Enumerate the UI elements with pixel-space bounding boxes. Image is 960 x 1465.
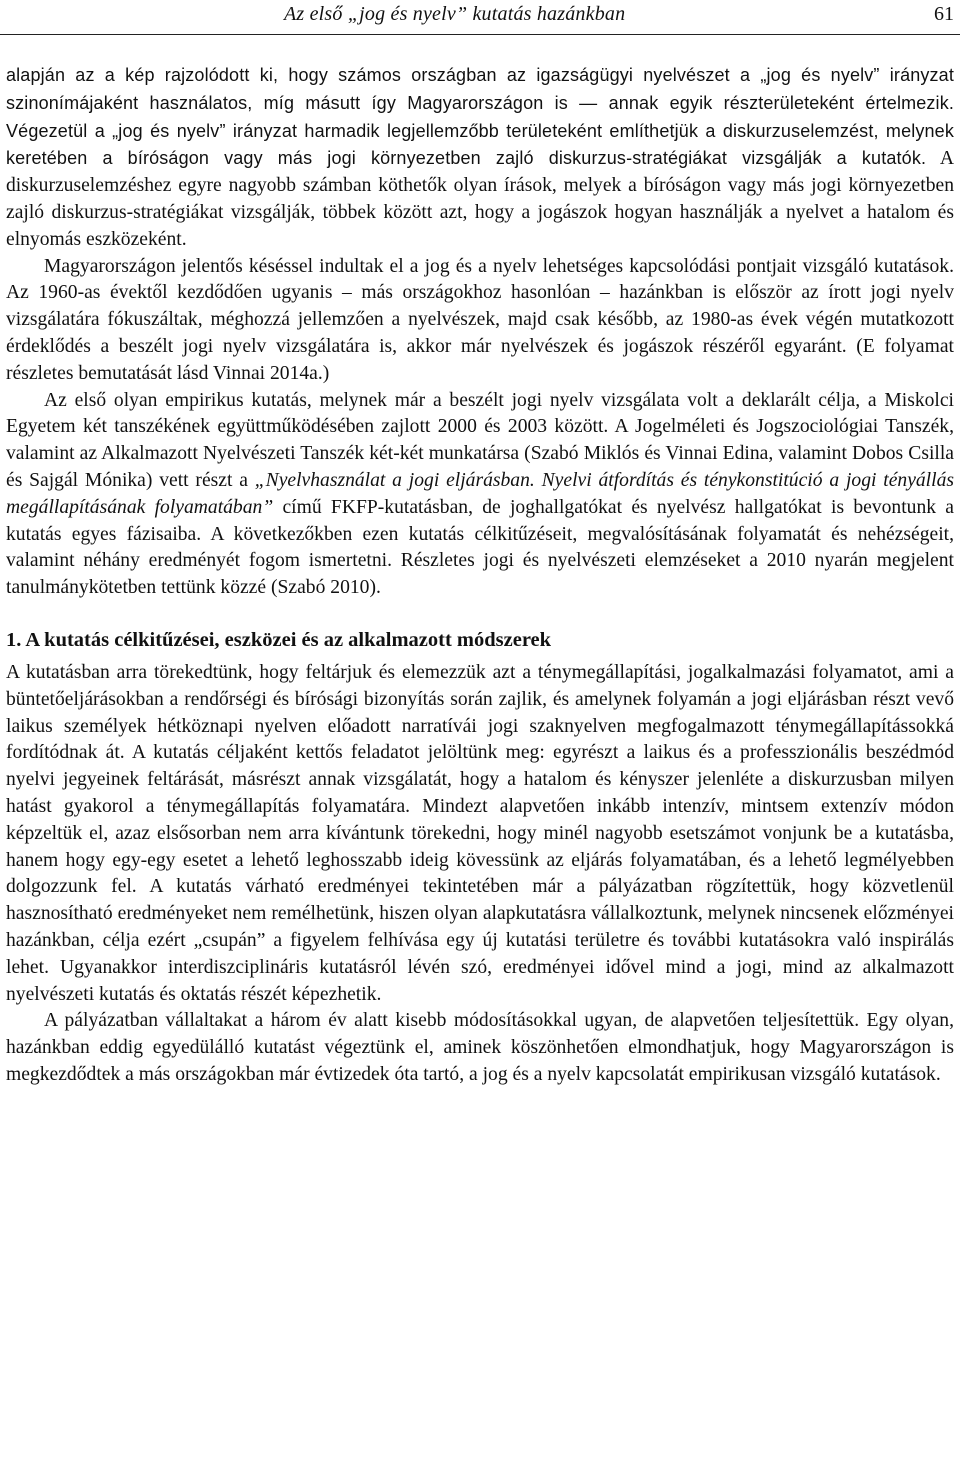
paragraph-intro (6, 62, 954, 254)
paragraph-intro-continuation: A diskurzuselemzéshez egyre nagyobb számban köthetők olyan írások, melyek a bíróságon vagy más jogi környezetben zajló diskurzus-stratégiákat vizsgálják, többek között azt, hogy a jogászok hogyan használják a nyelvet a hatalom és elnyomás eszközeként. (6, 148, 954, 250)
project-title-italic: „Nyelvhasználat a jogi eljárásban. Nyelvi átfordítás és ténykonstitúció a jogi tényállás megállapításának folyamatában” (6, 469, 954, 518)
paragraph-project (6, 388, 954, 602)
paragraph-history: Magyarországon jelentős késéssel indultak el a jog és a nyelv lehetséges kapcsolódási pontjait vizsgáló kutatások. Az 1960-as évektől kezdődően ugyanis – más országokhoz hasonlóan – hazánkban is először az írott jogi nyelv vizsgálatára fókuszáltak, méghozzá jellemzően a nyelvészek, majd csak később, az 1980-as évek végén mutatkozott érdeklődés a beszélt jogi nyelv vizsgálatára is, akkor már nyelvészek és jogászok részéről egyaránt. (E folyamat részletes bemutatását lásd Vinnai 2014a.) (6, 255, 954, 384)
section-heading: 1. A kutatás célkitűzései, eszközei és az alkalmazott módszerek (6, 628, 552, 651)
page-number: 61 (934, 3, 954, 25)
paragraph-intro-sans-text: alapján az a kép rajzolódott ki, hogy számos országban az igazságügyi nyelvészet a „jog és nyelv” irányzat szinonímájaként használatos, míg másutt így Magyarországon is — annak egyik részterületeként értelmezik. Végezetül a „jog és nyelv” irányzat harmadik legjellemzőbb területeként említhetjük a diskurzuselemzést, melynek keretében a bíróságon vagy más jogi környezetben zajló diskurzus-stratégiákat vizsgálják a kutatók. (6, 65, 954, 169)
paragraph-project-text-1: Az első olyan empirikus kutatás, melynek már a beszélt jogi nyelv vizsgálata volt a deklarált célja, a Miskolci Egyetem két tanszékének együttműködésében zajlott 2000 és 2003 között. A Jogelméleti és Jogszociológiai Tanszék, valamint az Alkalmazott Nyelvészeti Tanszék két-két munkatársa (Szabó Miklós és Vinnai Edina, valamint Dobos Csilla és Sajgál Mónika) vett részt a (6, 389, 954, 491)
running-header (0, 0, 960, 35)
document-body (6, 62, 954, 1089)
paragraph-outcome: A pályázatban vállaltakat a három év alatt kisebb módosításokkal ugyan, de alapvetően teljesítettük. Egy olyan, hazánkban eddig egyedülálló kutatást végeztünk el, aminek köszönhetően elmondhatjuk, hogy Magyarországon is megkezdődtek a más országokban már évtizedek óta tartó, a jog és a nyelv kapcsolatát empirikusan vizsgáló kutatások. (6, 1010, 954, 1085)
running-header-title: Az első „jog és nyelv” kutatás hazánkban (284, 3, 626, 25)
paragraph-project-text-2: című FKFP-kutatásban, de joghallgatókat és nyelvész hallgatókat is bevontunk a kutatás egyes fázisaiba. A következőkben ezen kutatás célkitűzéseit, megvalósításának folyamatát és nehézségeit, valamint néhány eredményét fogom ismertetni. Részletes jogi és nyelvészeti elemzéseket a 2010 nyarán megjelent tanulmánykötetben tettünk közzé (Szabó 2010). (6, 496, 954, 599)
paragraph-goals: A kutatásban arra törekedtünk, hogy feltárjuk és elemezzük azt a ténymegállapítási, jogalkalmazási folyamatot, ami a büntetőeljárásokban a rendőrségi és bírósági bizonyítás során zajlik, és amelynek folyamán a jogi eljárásban részt vevő laikus személyek hétköznapi nyelven előadott narratívái jogi szaknyelven megfogalmazott ténymegállapítássokká fordítódnak át. A kutatás céljaként kettős feladatot jelöltünk meg: egyrészt a laikus és a professzionális beszédmód nyelvi jegyeinek feltárását, másrészt annak vizsgálatát, hogy a hatalom és kényszer jelenléte a diskurzusban milyen hatást gyakorol a ténymegállapítás folyamatára. Mindezt alapvetően inkább intenzív, mintsem extenzív módon képzeltük el, azaz elsősorban nem arra kívántunk törekedni, hogy minél nagyobb esetszámot vonjunk be a kutatásba, hanem hogy egy-egy esetet a lehető leghosszabb ideig kövessünk az eljárás folyamatában, és a lehető legmélyebben dolgozzunk fel. A kutatás várható eredményei tekintetében már a pályázatban rögzítettük, hogy közvetlenül hasznosítható eredményeket nem remélhetünk, hiszen olyan alapkutatásra vállalkoztunk, melynek nincsenek előzményei hazánkban, célja ezért „csupán” a figyelem felhívása egy új kutatási területre és további kutatásokra való inspirálás lehet. Ugyanakkor interdiszciplináris kutatásról lévén szó, eredményei idővel mind a jogi, mind az alkalmazott nyelvészeti kutatás és oktatás részét képezhetik. (6, 661, 954, 1005)
